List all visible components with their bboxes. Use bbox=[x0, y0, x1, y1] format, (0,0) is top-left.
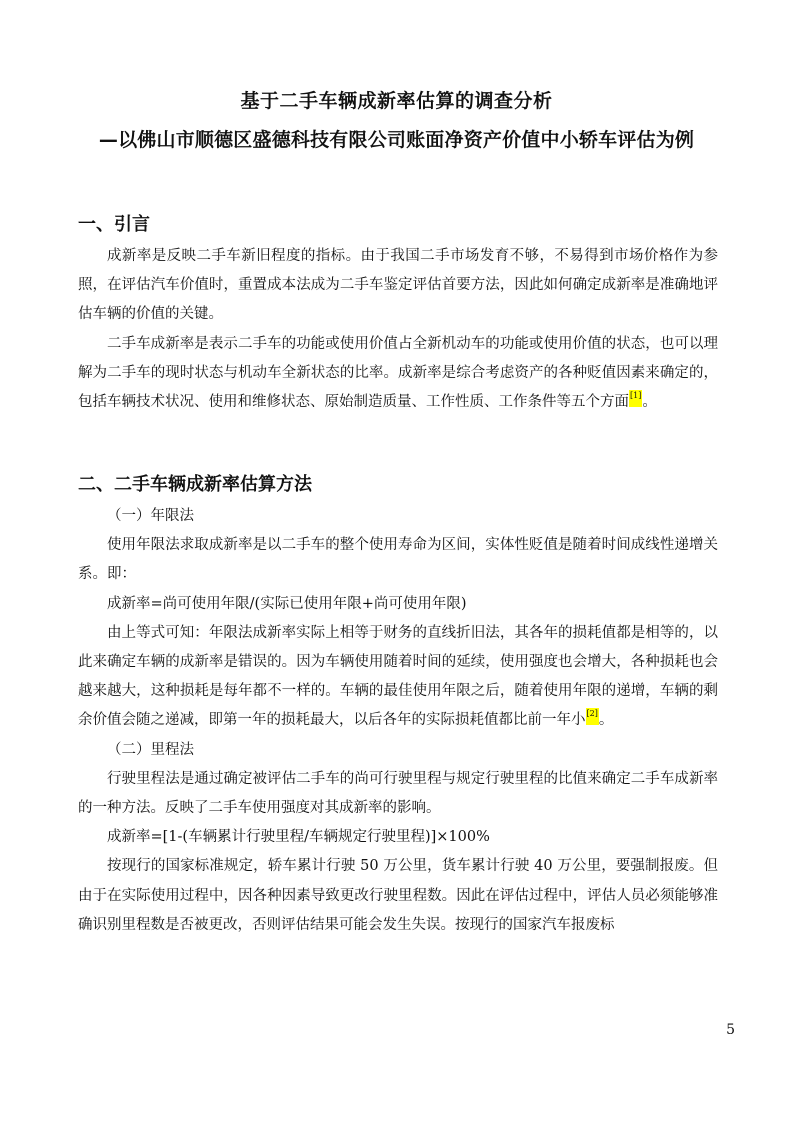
section-heading-methods: 二、二手车辆成新率估算方法 bbox=[78, 474, 312, 495]
paragraph: 使用年限法求取成新率是以二手车的整个使用寿命为区间，实体性贬值是随着时间成线性递增关系。即： bbox=[78, 537, 718, 583]
document-subtitle: —以佛山市顺德区盛德科技有限公司账面净资产价值中小轿车评估为例 bbox=[98, 129, 695, 151]
paragraph-text: 二手车成新率是表示二手车的功能或使用价值占全新机动车的功能或使用价值的状态，也可以理解为二手车的现时状态与机动车全新状态的比率。成新率是综合考虑资产的各种贬值因素来确定的，包括车辆技术状况、使用和维修状态、原始制造质量、工作性质、工作条件等五个方面 bbox=[78, 335, 718, 411]
section-introduction-body bbox=[78, 242, 718, 417]
paragraph-end: 。 bbox=[598, 712, 614, 729]
formula: 成新率=[1-(车辆累计行驶里程/车辆规定行驶里程)]×100% bbox=[107, 829, 490, 846]
page-number: 5 bbox=[726, 1022, 735, 1038]
paragraph-end: 。 bbox=[642, 394, 657, 411]
paragraph bbox=[78, 330, 718, 418]
paragraph: 行驶里程法是通过确定被评估二手车的尚可行驶里程与规定行驶里程的比值来确定二手车成新率的一种方法。反映了二手车使用强度对其成新率的影响。 bbox=[78, 770, 718, 817]
citation-marker: [2] bbox=[586, 708, 599, 725]
subsection-heading-age-method: （一）年限法 bbox=[107, 508, 194, 524]
paragraph bbox=[78, 619, 718, 736]
document-title: 基于二手车辆成新率估算的调查分析 bbox=[240, 90, 553, 112]
formula: 成新率=尚可使用年限/(实际已使用年限+尚可使用年限) bbox=[107, 595, 467, 612]
section-heading-introduction: 一、引言 bbox=[78, 214, 150, 235]
subsection-heading-mileage-method: （二）里程法 bbox=[107, 741, 194, 758]
section-methods-body bbox=[78, 502, 718, 940]
citation-marker: [1] bbox=[629, 390, 642, 407]
paragraph-text: 由上等式可知：年限法成新率实际上相等于财务的直线折旧法，其各年的损耗值都是相等的，以此来确定车辆的成新率是错误的。因为车辆使用随着时间的延续，使用强度也会增大，各种损耗也会越来越大，这种损耗是每年都不一样的。车辆的最佳使用年限之后，随着使用年限的递增，车辆的剩余价值会随之递减，即第一年的损耗最大，以后各年的实际损耗值都比前一年小 bbox=[78, 624, 718, 729]
paragraph: 成新率是反映二手车新旧程度的指标。由于我国二手市场发育不够，不易得到市场价格作为参照，在评估汽车价值时，重置成本法成为二手车鉴定评估首要方法，因此如何确定成新率是准确地评估车辆的价值的关键。 bbox=[78, 248, 718, 323]
paragraph: 按现行的国家标准规定，轿车累计行驶 50 万公里，货车累计行驶 40 万公里，要强制报废。但由于在实际使用过程中，因各种因素导致更改行驶里程数。因此在评估过程中，评估人员必须能够准确识别里程数是否被更改，否则评估结果可能会发生失误。按现行的国家汽车报废标 bbox=[78, 858, 718, 933]
